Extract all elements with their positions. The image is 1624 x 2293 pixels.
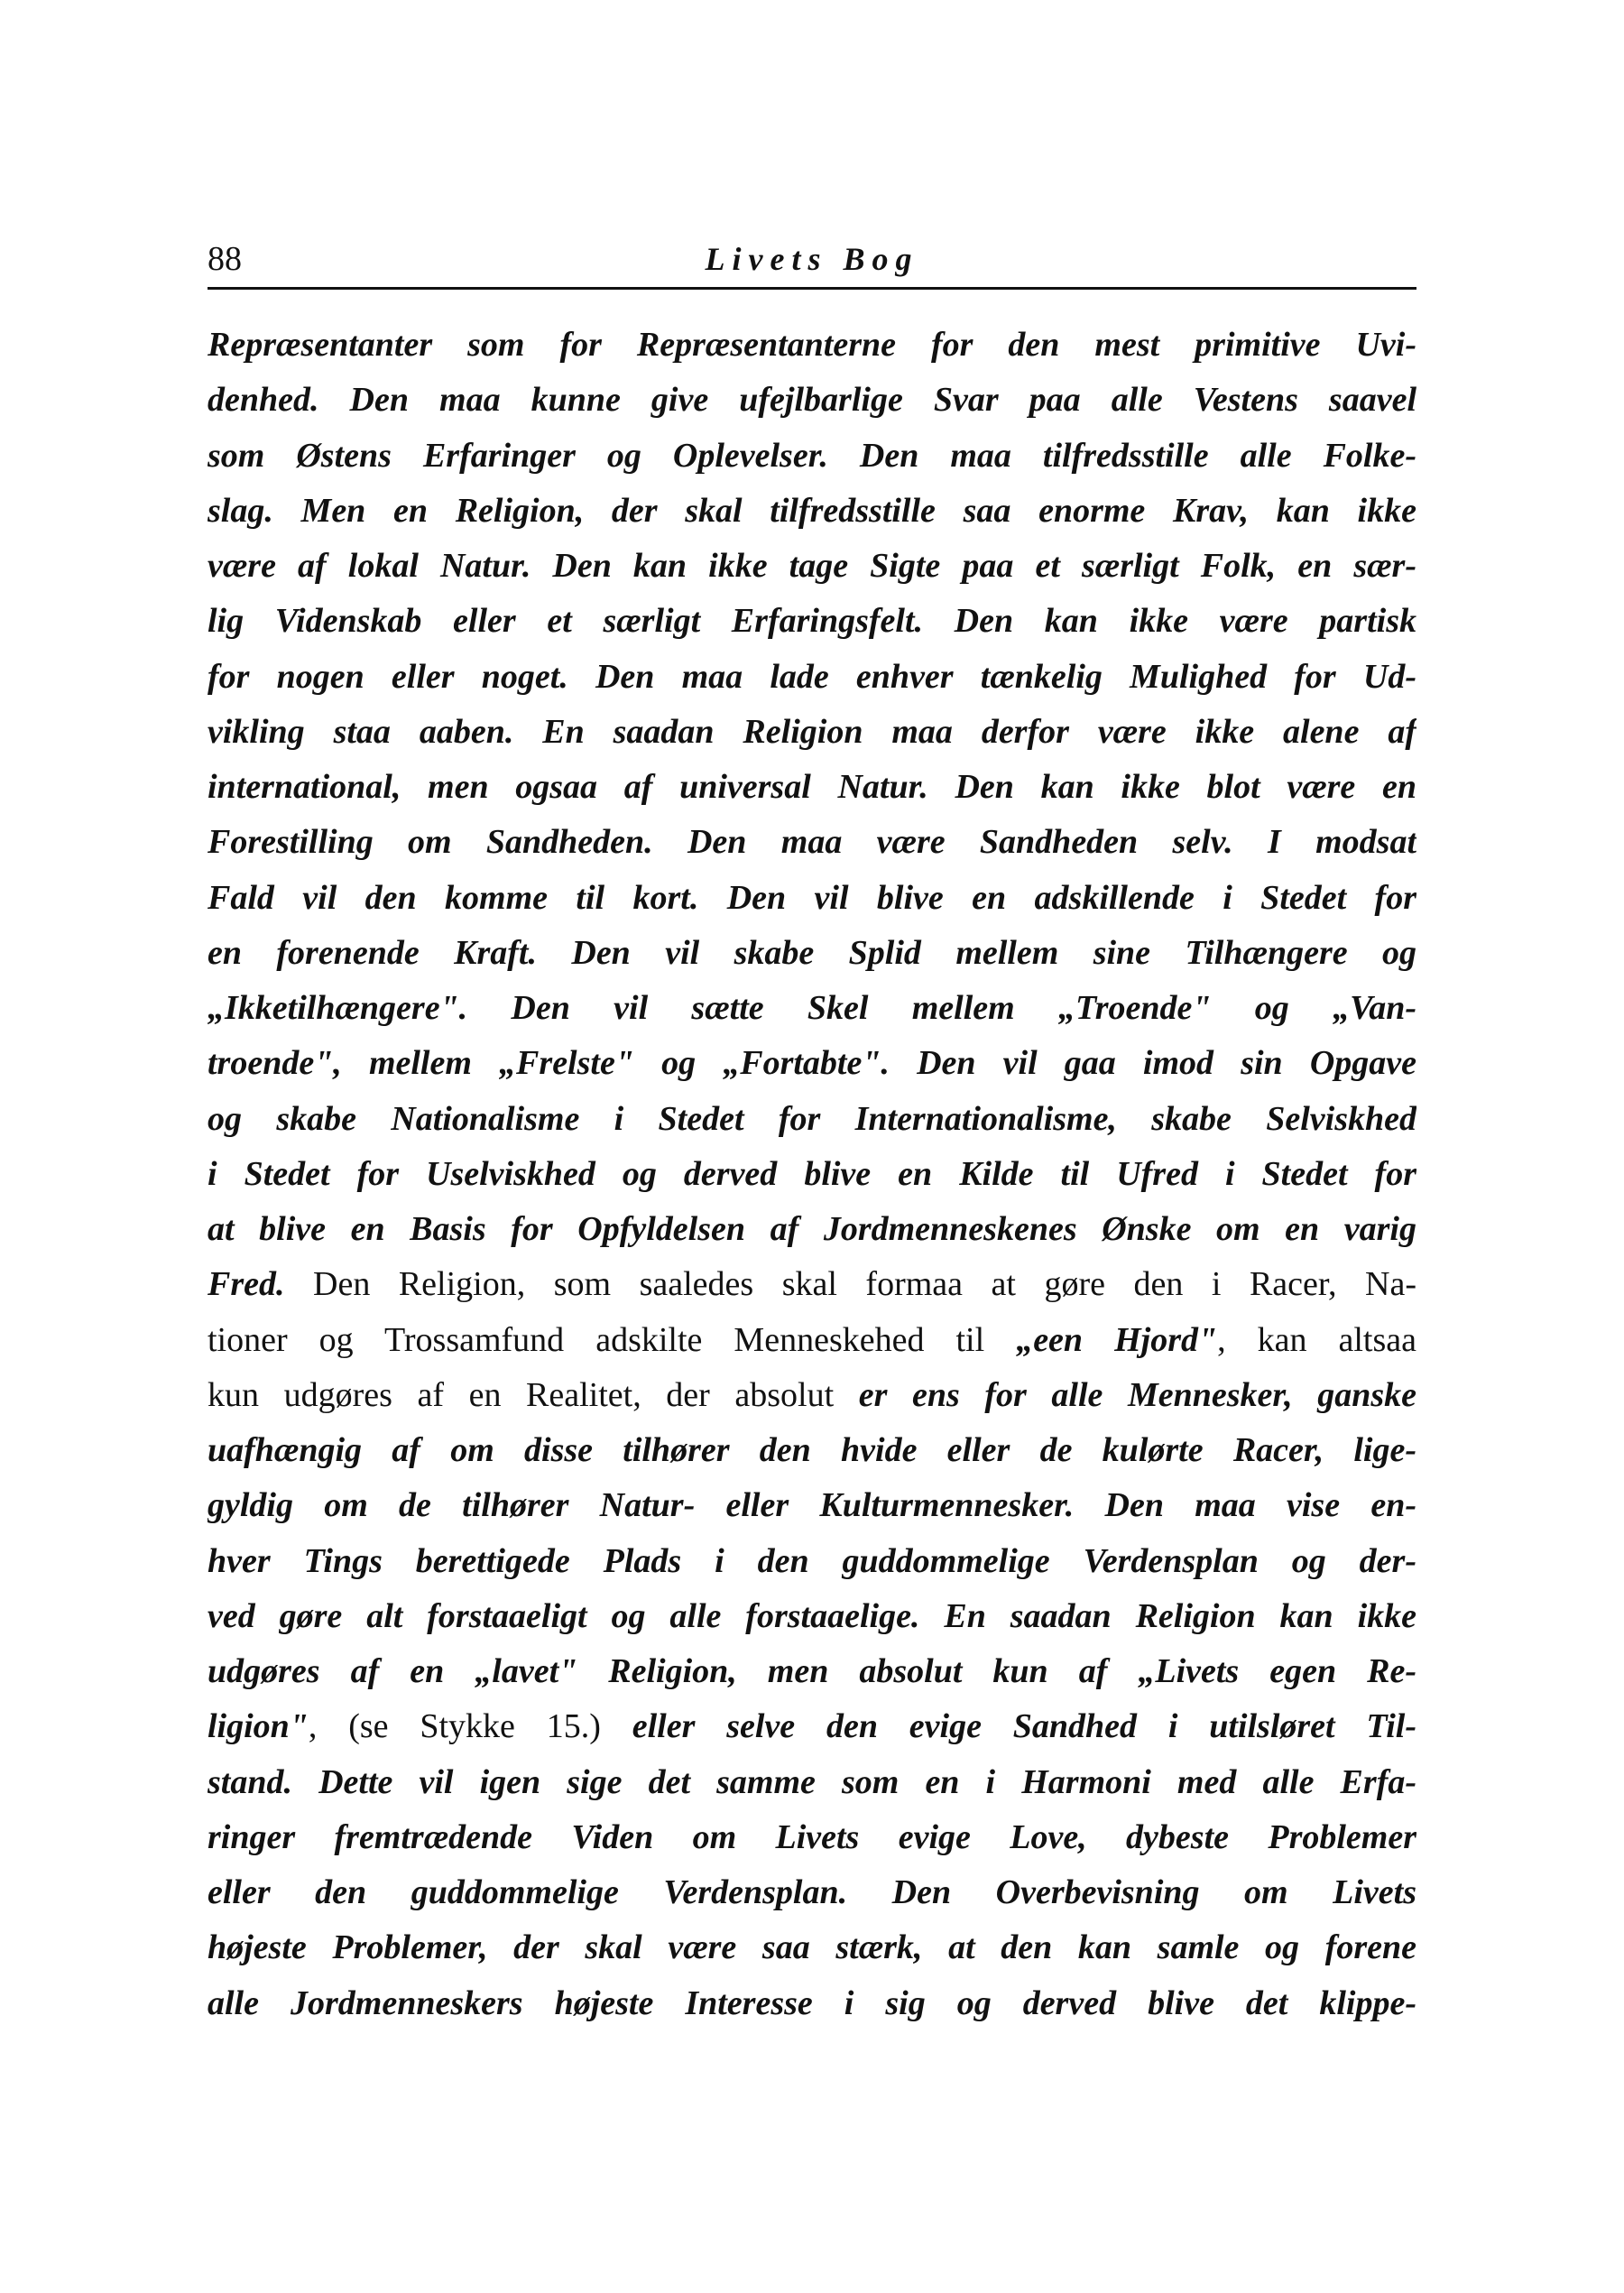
text-line <box>208 871 1416 926</box>
text-line <box>208 1368 1416 1423</box>
text-line <box>208 650 1416 705</box>
italic-text-segment: hver Tings berettigede Plads i den guddommelige Verdensplan og der- <box>208 1541 1416 1580</box>
text-line <box>208 926 1416 981</box>
text-line <box>208 539 1416 594</box>
italic-text-segment: er ens for alle Mennesker, ganske <box>858 1375 1416 1414</box>
italic-text-segment: vikling staa aaben. En saadan Religion maa derfor være ikke alene af <box>208 712 1416 751</box>
running-title: Livets Bog <box>705 241 919 277</box>
roman-text-segment: kun udgøres af en Realitet, der absolut <box>208 1375 859 1414</box>
italic-text-segment: troende", mellem „Frelste" og „Fortabte". Den vil gaa imod sin Opgave <box>208 1044 1416 1083</box>
text-line <box>208 1534 1416 1589</box>
text-line <box>208 484 1416 539</box>
text-line <box>208 1478 1416 1533</box>
italic-text-segment: en forenende Kraft. Den vil skabe Splid mellem sine Tilhængere og <box>208 933 1416 972</box>
text-line <box>208 760 1416 815</box>
italic-text-segment: og skabe Nationalisme i Stedet for Internationalisme, skabe Selviskhed <box>208 1099 1416 1138</box>
text-line <box>208 1699 1416 1754</box>
text-line <box>208 1202 1416 1257</box>
italic-text-segment: Repræsentanter som for Repræsentanterne for den mest primitive Uvi- <box>208 326 1416 364</box>
italic-text-segment: gyldig om de tilhører Natur- eller Kulturmennesker. Den maa vise en- <box>208 1486 1416 1525</box>
text-line <box>208 1920 1416 1975</box>
italic-text-segment: stand. Dette vil igen sige det samme som en i Harmoni med alle Erfa- <box>208 1762 1416 1801</box>
italic-text-segment: eller selve den evige Sandhed i utilsløret Til- <box>632 1707 1416 1746</box>
roman-text-segment: , kan altsaa <box>1217 1320 1416 1359</box>
page-number: 88 <box>208 240 242 278</box>
text-line <box>208 1423 1416 1478</box>
italic-text-segment: i Stedet for Uselviskhed og derved blive en Kilde til Ufred i Stedet for <box>208 1154 1416 1193</box>
header-rule <box>208 287 1416 290</box>
text-line <box>208 1257 1416 1312</box>
text-line <box>208 1147 1416 1202</box>
italic-text-segment: at blive en Basis for Opfyldelsen af Jordmenneskenes Ønske om en varig <box>208 1210 1416 1248</box>
text-line <box>208 594 1416 649</box>
text-line <box>208 981 1416 1036</box>
text-line <box>208 429 1416 484</box>
italic-text-segment: udgøres af en „lavet" Religion, men absolut kun af „Livets egen Re- <box>208 1652 1416 1690</box>
italic-text-segment: lig Videnskab eller et særligt Erfaringsfelt. Den kan ikke være partisk <box>208 602 1416 641</box>
text-line <box>208 373 1416 428</box>
italic-text-segment: være af lokal Natur. Den kan ikke tage Sigte paa et særligt Folk, en sær- <box>208 547 1416 585</box>
italic-text-segment: ringer fremtrædende Viden om Livets evige Love, dybeste Problemer <box>208 1817 1416 1856</box>
text-line <box>208 705 1416 760</box>
text-line <box>208 1036 1416 1091</box>
italic-text-segment: international, men ogsaa af universal Natur. Den kan ikke blot være en <box>208 768 1416 806</box>
italic-text-segment: alle Jordmenneskers højeste Interesse i sig og derved blive det klippe- <box>208 1983 1416 2022</box>
italic-text-segment: for nogen eller noget. Den maa lade enhver tænkelig Mulighed for Ud- <box>208 657 1416 696</box>
roman-text-segment: , (se Stykke 15.) <box>308 1707 632 1746</box>
roman-text-segment: Den Religion, som saaledes skal formaa at gøre den i Racer, Na- <box>284 1265 1416 1304</box>
text-line <box>208 318 1416 373</box>
body-text <box>208 318 1416 2031</box>
italic-text-segment: Fald vil den komme til kort. Den vil blive en adskillende i Stedet for <box>208 878 1416 917</box>
text-line <box>208 1644 1416 1699</box>
italic-text-segment: højeste Problemer, der skal være saa stærk, at den kan samle og forene <box>208 1928 1416 1967</box>
text-line <box>208 1976 1416 2031</box>
italic-text-segment: Fred. <box>208 1265 285 1304</box>
italic-text-segment: denhed. Den maa kunne give ufejlbarlige Svar paa alle Vestens saavel <box>208 381 1416 420</box>
italic-text-segment: eller den guddommelige Verdensplan. Den Overbevisning om Livets <box>208 1873 1416 1911</box>
italic-text-segment: Forestilling om Sandheden. Den maa være Sandheden selv. I modsat <box>208 823 1416 862</box>
text-line <box>208 1313 1416 1368</box>
page-header <box>208 236 1416 282</box>
text-line <box>208 1810 1416 1865</box>
italic-text-segment: ligion" <box>208 1707 309 1746</box>
text-line <box>208 1092 1416 1147</box>
text-line <box>208 1589 1416 1644</box>
roman-text-segment: tioner og Trossamfund adskilte Menneskehed til <box>208 1320 1017 1359</box>
text-line <box>208 815 1416 870</box>
italic-text-segment: uafhængig af om disse tilhører den hvide eller de kulørte Racer, lige- <box>208 1431 1416 1469</box>
italic-text-segment: slag. Men en Religion, der skal tilfredsstille saa enorme Krav, kan ikke <box>208 491 1416 530</box>
text-line <box>208 1755 1416 1810</box>
italic-text-segment: „Ikketilhængere". Den vil sætte Skel mellem „Troende" og „Van- <box>208 989 1416 1027</box>
italic-text-segment: som Østens Erfaringer og Oplevelser. Den maa tilfredsstille alle Folke- <box>208 436 1416 475</box>
text-line <box>208 1865 1416 1920</box>
italic-text-segment: „een Hjord" <box>1016 1320 1218 1359</box>
italic-text-segment: ved gøre alt forstaaeligt og alle forstaaelige. En saadan Religion kan ikke <box>208 1596 1416 1635</box>
